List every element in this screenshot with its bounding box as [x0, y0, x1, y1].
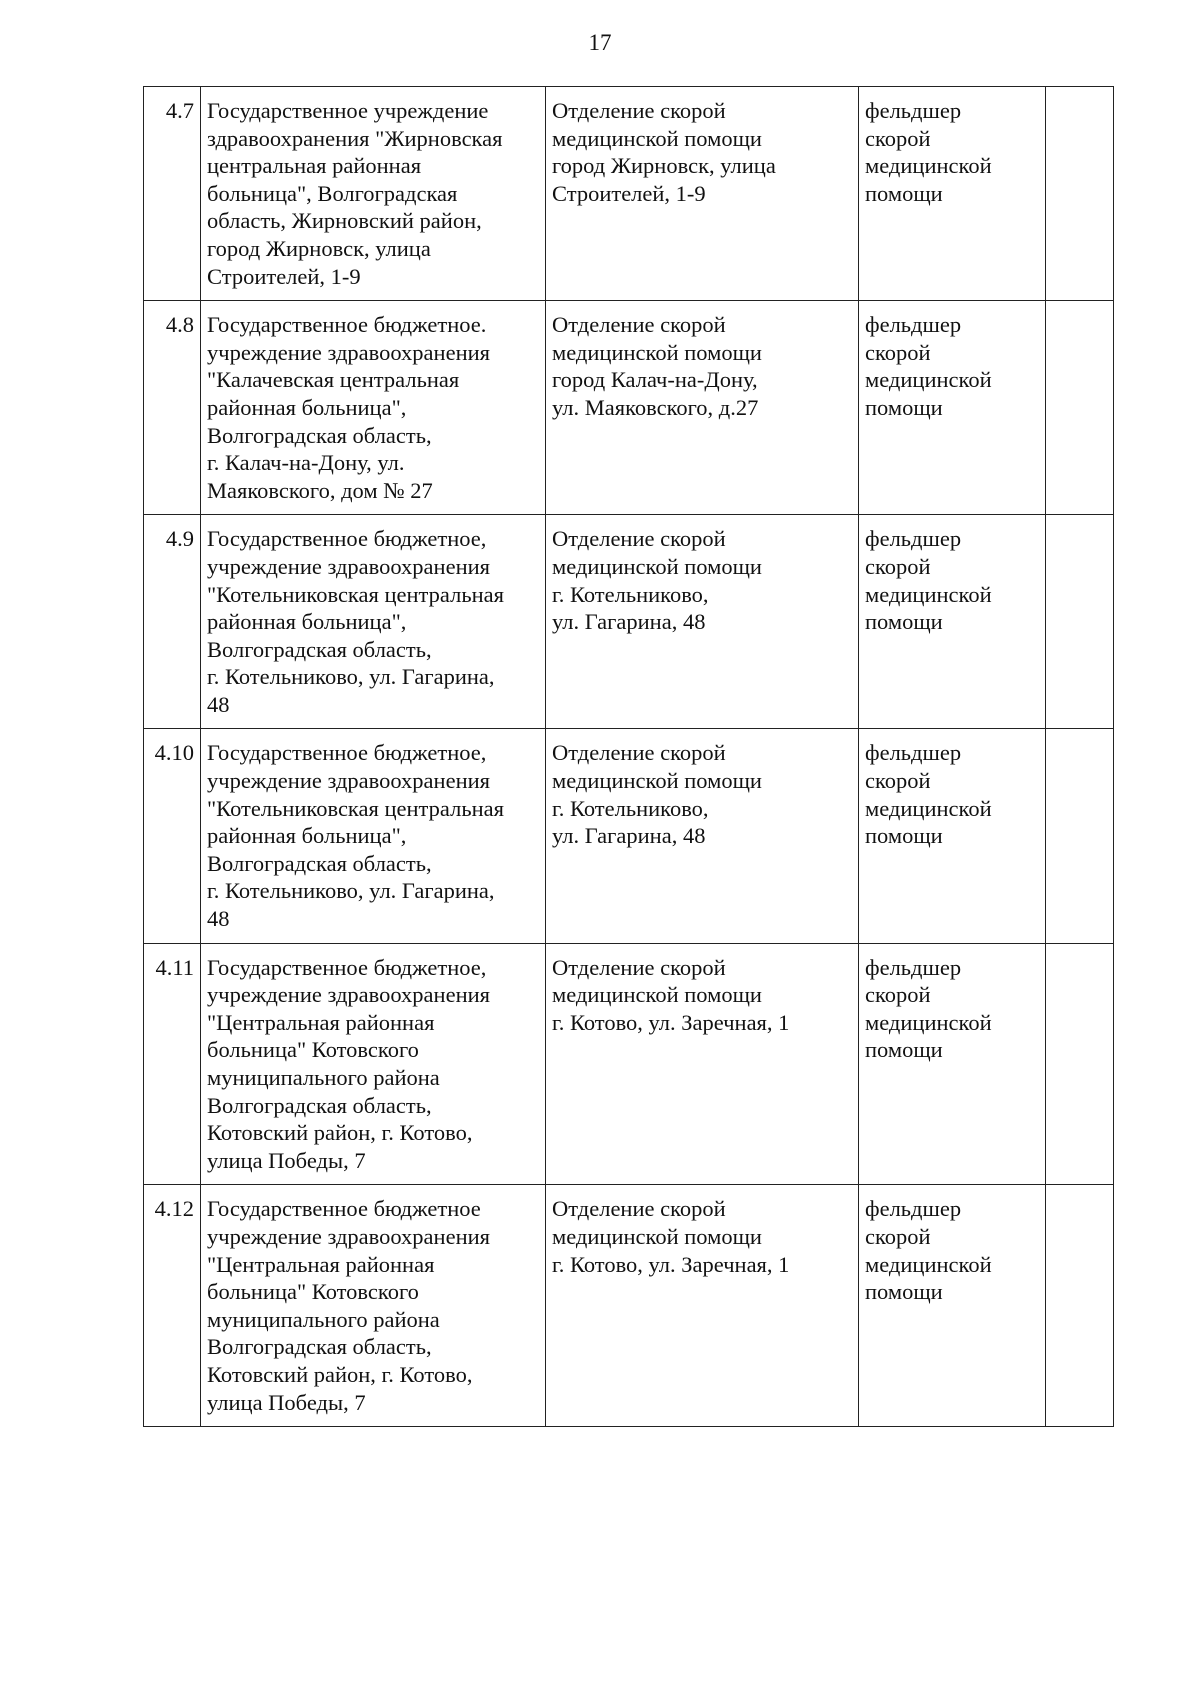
department-line: медицинской помощи	[552, 553, 762, 579]
institution-line: Котовский район, г. Котово,	[207, 1361, 473, 1387]
table-row	[144, 515, 1114, 729]
table-row	[144, 943, 1114, 1185]
department-cell	[546, 515, 859, 729]
position-line: медицинской	[865, 1251, 992, 1277]
position-line: фельдшер	[865, 526, 962, 552]
position-line: скорой	[865, 553, 931, 579]
institution-line: учреждение здравоохранения	[207, 553, 490, 579]
position-cell	[859, 943, 1046, 1185]
position-cell	[859, 1185, 1046, 1427]
position-line: помощи	[865, 394, 943, 420]
institution-line: Волгоградская область,	[207, 1092, 432, 1118]
institution-line: Государственное бюджетное.	[207, 312, 487, 338]
position-line: медицинской	[865, 795, 992, 821]
institution-line: больница", Волгоградская	[207, 180, 458, 206]
row-number-cell: 4.8	[144, 301, 201, 515]
department-line: медицинской помощи	[552, 982, 762, 1008]
department-cell	[546, 301, 859, 515]
position-cell	[859, 87, 1046, 301]
institution-line: Волгоградская область,	[207, 636, 432, 662]
institution-line: здравоохранения "Жирновская	[207, 125, 503, 151]
position-line: помощи	[865, 1279, 943, 1305]
department-line: медицинской помощи	[552, 768, 762, 794]
department-line: г. Котельниково,	[552, 795, 709, 821]
position-line: фельдшер	[865, 954, 962, 980]
row-number-cell: 4.7	[144, 87, 201, 301]
department-line: Отделение скорой	[552, 740, 726, 766]
institution-line: "Котельниковская центральная	[207, 795, 504, 821]
department-line: медицинской помощи	[552, 339, 762, 365]
department-line: Отделение скорой	[552, 98, 726, 123]
department-cell	[546, 729, 859, 943]
institution-cell	[201, 1185, 546, 1427]
institution-line: Маяковского, дом № 27	[207, 477, 433, 503]
institution-line: "Центральная районная	[207, 1009, 435, 1035]
department-line: Отделение скорой	[552, 954, 726, 980]
position-line: фельдшер	[865, 740, 962, 766]
institution-line: Волгоградская область,	[207, 850, 432, 876]
position-line: фельдшер	[865, 98, 962, 123]
institution-cell	[201, 729, 546, 943]
institution-cell	[201, 943, 546, 1185]
institution-line: улица Победы, 7	[207, 1389, 366, 1415]
row-number-cell: 4.9	[144, 515, 201, 729]
empty-cell	[1046, 301, 1114, 515]
institution-cell	[201, 301, 546, 515]
position-line: скорой	[865, 339, 931, 365]
page-number: 17	[588, 30, 612, 55]
institution-line: "Калачевская центральная	[207, 367, 460, 393]
position-line: скорой	[865, 982, 931, 1008]
department-line: г. Котово, ул. Заречная, 1	[552, 1251, 790, 1277]
institution-line: Государственное бюджетное,	[207, 954, 487, 980]
empty-cell	[1046, 87, 1114, 301]
institution-line: "Центральная районная	[207, 1251, 435, 1277]
position-line: медицинской	[865, 367, 992, 393]
department-line: город Калач-на-Дону,	[552, 367, 758, 393]
ambulance-department-table	[143, 86, 1114, 1427]
institution-line: Государственное бюджетное,	[207, 740, 487, 766]
institution-line: муниципального района	[207, 1065, 440, 1090]
table-body	[144, 87, 1114, 1427]
position-line: скорой	[865, 768, 931, 794]
institution-line: учреждение здравоохранения	[207, 768, 490, 794]
institution-cell	[201, 515, 546, 729]
empty-cell	[1046, 1185, 1114, 1427]
department-line: медицинской помощи	[552, 1223, 762, 1249]
position-line: медицинской	[865, 1009, 992, 1035]
position-line: фельдшер	[865, 1196, 962, 1222]
institution-line: город Жирновск, улица	[207, 235, 431, 261]
position-line: помощи	[865, 823, 943, 849]
institution-cell	[201, 87, 546, 301]
institution-line: Волгоградская область,	[207, 1334, 432, 1360]
position-line: фельдшер	[865, 312, 962, 338]
institution-line: Котовский район, г. Котово,	[207, 1120, 473, 1146]
institution-line: учреждение здравоохранения	[207, 982, 490, 1008]
position-cell	[859, 729, 1046, 943]
institution-line: г. Котельниково, ул. Гагарина,	[207, 664, 495, 690]
department-line: Отделение скорой	[552, 526, 726, 552]
department-line: г. Котово, ул. Заречная, 1	[552, 1009, 790, 1035]
institution-line: область, Жирновский район,	[207, 208, 482, 234]
position-line: помощи	[865, 180, 943, 206]
department-line: Отделение скорой	[552, 312, 726, 338]
department-line: ул. Гагарина, 48	[552, 609, 706, 635]
institution-line: учреждение здравоохранения	[207, 339, 490, 365]
institution-line: Волгоградская область,	[207, 422, 432, 448]
position-cell	[859, 515, 1046, 729]
institution-line: г. Калач-на-Дону, ул.	[207, 450, 405, 476]
row-number-cell: 4.10	[144, 729, 201, 943]
table-row	[144, 1185, 1114, 1427]
department-line: Отделение скорой	[552, 1196, 726, 1222]
row-number-cell: 4.11	[144, 943, 201, 1185]
institution-line: Государственное учреждение	[207, 98, 489, 123]
position-line: скорой	[865, 125, 931, 151]
institution-line: 48	[207, 906, 230, 932]
department-line: ул. Маяковского, д.27	[552, 394, 759, 420]
position-line: помощи	[865, 609, 943, 635]
position-cell	[859, 301, 1046, 515]
institution-line: улица Победы, 7	[207, 1147, 366, 1173]
table-row	[144, 301, 1114, 515]
institution-line: районная больница",	[207, 609, 407, 635]
institution-line: г. Котельниково, ул. Гагарина,	[207, 878, 495, 904]
institution-line: "Котельниковская центральная	[207, 581, 504, 607]
department-line: медицинской помощи	[552, 125, 762, 151]
institution-line: учреждение здравоохранения	[207, 1223, 490, 1249]
department-cell	[546, 1185, 859, 1427]
position-line: медицинской	[865, 581, 992, 607]
department-line: ул. Гагарина, 48	[552, 823, 706, 849]
institution-line: районная больница",	[207, 394, 407, 420]
department-cell	[546, 943, 859, 1185]
department-line: Строителей, 1-9	[552, 180, 706, 206]
institution-line: Строителей, 1-9	[207, 263, 361, 289]
institution-line: районная больница",	[207, 823, 407, 849]
institution-line: больница" Котовского	[207, 1037, 419, 1063]
empty-cell	[1046, 515, 1114, 729]
institution-line: центральная районная	[207, 153, 422, 179]
institution-line: больница" Котовского	[207, 1279, 419, 1305]
table-row	[144, 729, 1114, 943]
position-line: медицинской	[865, 153, 992, 179]
institution-line: Государственное бюджетное,	[207, 526, 487, 552]
table-row	[144, 87, 1114, 301]
empty-cell	[1046, 943, 1114, 1185]
department-line: город Жирновск, улица	[552, 153, 776, 179]
department-cell	[546, 87, 859, 301]
institution-line: муниципального района	[207, 1306, 440, 1332]
row-number-cell: 4.12	[144, 1185, 201, 1427]
empty-cell	[1046, 729, 1114, 943]
institution-line: Государственное бюджетное	[207, 1196, 481, 1222]
department-line: г. Котельниково,	[552, 581, 709, 607]
position-line: скорой	[865, 1223, 931, 1249]
institution-line: 48	[207, 691, 230, 717]
position-line: помощи	[865, 1037, 943, 1063]
